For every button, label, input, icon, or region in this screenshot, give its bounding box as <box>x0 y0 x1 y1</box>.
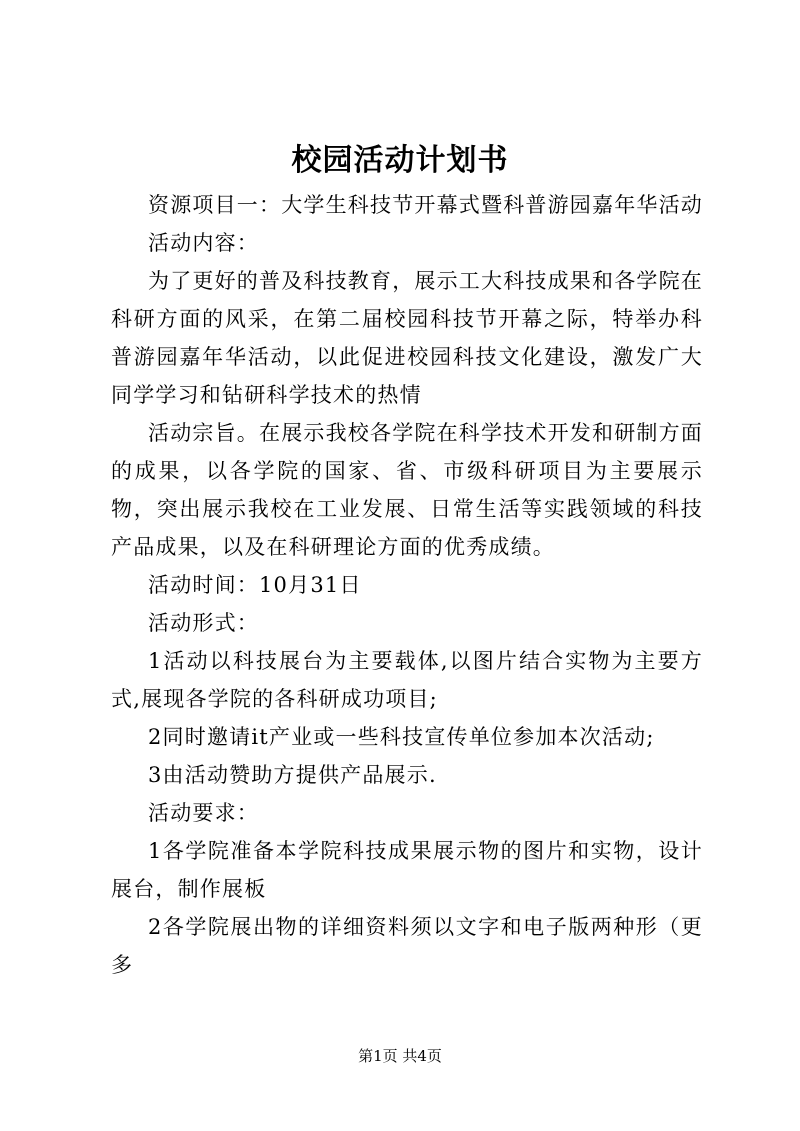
document-title: 校园活动计划书 <box>291 143 509 178</box>
paragraph-activity-form-3: 3由活动赞助方提供产品展示. <box>148 763 437 787</box>
paragraph-activity-time: 活动时间：10月31日 <box>148 573 362 597</box>
paragraph-activity-purpose: 活动宗旨。在展示我校各学院在科学技术开发和研制方面的成果，以各学院的国家、省、市级科研项目为主要展示物，突出展示我校在工业发展、日常生活等实践领域的科技产品成果，以及在科研理论方面的优秀成绩。 <box>111 421 703 559</box>
paragraph-activity-requirements-2: 2各学院展出物的详细资料须以文字和电子版两种形（更多 <box>111 915 703 977</box>
document-body <box>111 186 703 984</box>
paragraph-resource-project: 资源项目一：大学生科技节开幕式暨科普游园嘉年华活动 <box>148 193 703 217</box>
paragraph-activity-requirements-heading: 活动要求： <box>148 801 259 825</box>
paragraph-activity-form-2: 2同时邀请it产业或一些科技宣传单位参加本次活动; <box>148 725 655 749</box>
paragraph-activity-content: 为了更好的普及科技教育，展示工大科技成果和各学院在科研方面的风采，在第二届校园科技节开幕之际，特举办科普游园嘉年华活动，以此促进校园科技文化建设，激发广大同学学习和钻研科学技术的热情 <box>111 269 703 407</box>
paragraph-activity-content-heading: 活动内容： <box>148 231 259 255</box>
page-number-footer: 第1页 共4页 <box>358 1047 442 1065</box>
paragraph-activity-requirements-1: 1各学院准备本学院科技成果展示物的图片和实物，设计展台，制作展板 <box>111 839 703 901</box>
paragraph-activity-form-1: 1活动以科技展台为主要载体,以图片结合实物为主要方式,展现各学院的各科研成功项目; <box>111 649 703 711</box>
paragraph-activity-form-heading: 活动形式： <box>148 611 259 635</box>
